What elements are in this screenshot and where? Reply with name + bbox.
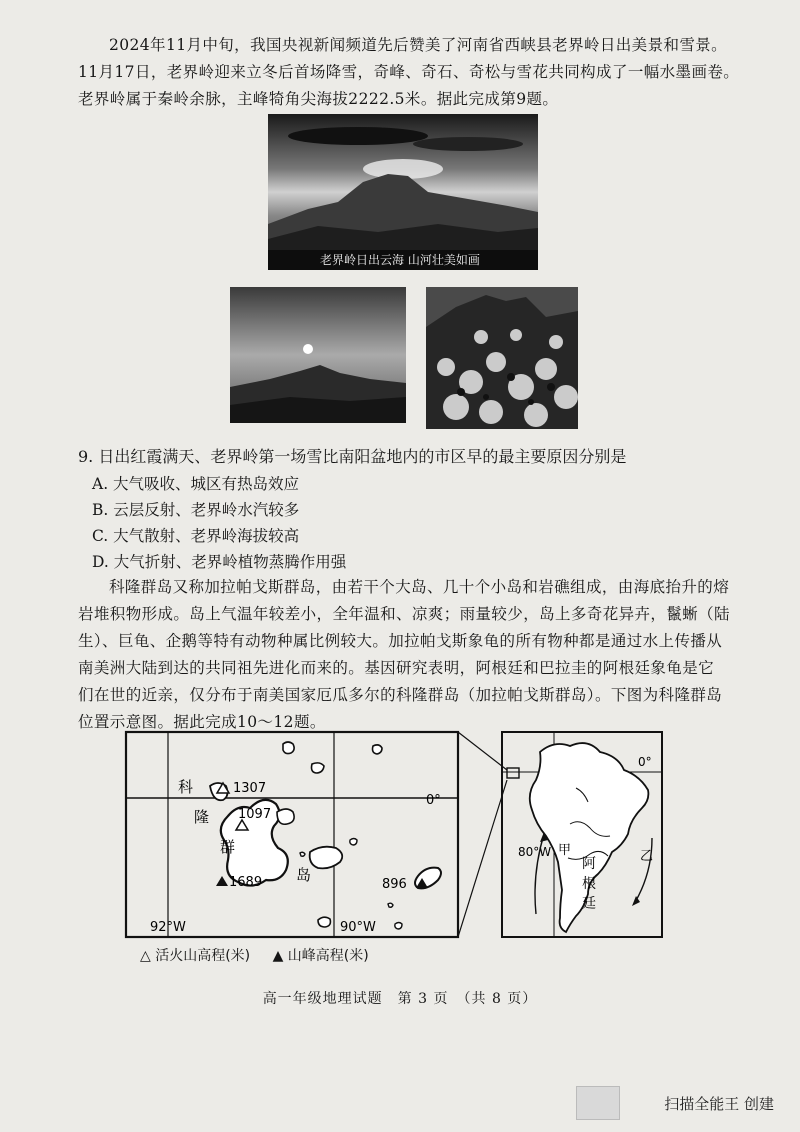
equator-label: 0° <box>426 793 441 808</box>
connector-bottom <box>458 780 507 937</box>
current-label-jia: 甲 <box>558 843 572 858</box>
inset-equator-label: 0° <box>638 755 652 769</box>
question-9-option-c: C. 大气散射、老界岭海拔较高 <box>92 527 300 545</box>
inset-longitude-label: 80°W <box>518 845 552 859</box>
peak-elevation-896: 896 <box>382 877 407 892</box>
legend-volcano: △ 活火山高程(米) <box>140 948 251 964</box>
connector-top <box>458 732 507 770</box>
island-espanola <box>395 923 402 930</box>
photo-caption: 老界岭日出云海 山河壮美如画 <box>268 250 538 270</box>
volcano-elevation-1097: 1097 <box>238 807 272 822</box>
passage2-line-5: 们在世的近亲，仅分布于南美国家厄瓜多尔的科隆群岛（加拉帕戈斯群岛）。下图为科隆群岛 <box>78 686 723 704</box>
archipelago-label-4: 岛 <box>296 866 312 884</box>
island-north-1 <box>283 742 294 754</box>
argentina-label-2: 根 <box>582 876 596 892</box>
photo-sunrise-mountain <box>230 287 406 423</box>
peak-elevation-1689: 1689 <box>229 875 263 890</box>
question-9-option-b: B. 云层反射、老界岭水汽较多 <box>92 501 300 519</box>
passage2-line-4: 南美洲大陆到达的共同祖先进化而来的。基因研究表明，阿根廷和巴拉圭的阿根廷象龟是它 <box>78 659 715 677</box>
galapagos-location-map <box>120 728 665 943</box>
photo-sunrise-sea-of-clouds <box>268 114 538 270</box>
archipelago-label-3: 群 <box>220 838 236 856</box>
scanner-logo-icon <box>576 1086 620 1120</box>
scanner-watermark: 扫描全能王 创建 <box>664 1095 774 1113</box>
current-label-yi: 乙 <box>640 849 654 864</box>
archipelago-label-2: 隆 <box>194 808 210 826</box>
longitude-label-90w: 90°W <box>340 920 376 935</box>
map-legend <box>140 945 387 965</box>
question-9-stem: 9. 日出红霞满天、老界岭第一场雪比南阳盆地内的市区早的最主要原因分别是 <box>78 447 627 466</box>
passage2-line-6: 位置示意图。据此完成10～12题。 <box>78 713 326 731</box>
island-north-2 <box>312 763 325 773</box>
argentina-label-1: 阿 <box>582 856 596 872</box>
passage2-line-1: 科隆群岛又称加拉帕戈斯群岛，由若干个大岛、几十个小岛和岩礁组成，由海底抬升的熔 <box>109 578 730 596</box>
intro-line-3: 老界岭属于秦岭余脉，主峰犄角尖海拔2222.5米。据此完成第9题。 <box>78 90 559 108</box>
intro-line-2: 11月17日，老界岭迎来立冬后首场降雪，奇峰、奇石、奇松与雪花共同构成了一幅水墨画卷。 <box>78 63 740 81</box>
page-footer: 高一年级地理试题 第 3 页 （共 8 页） <box>262 991 538 1007</box>
island-small-1 <box>300 852 305 856</box>
island-north-3 <box>373 745 383 754</box>
current-arrowhead-yi <box>632 896 640 906</box>
island-small-2 <box>350 839 357 846</box>
island-floreana <box>318 917 330 927</box>
main-map-frame <box>126 732 458 937</box>
volcano-elevation-1307: 1307 <box>233 781 267 796</box>
passage2-line-2: 岩堆积物形成。岛上气温年较差小，全年温和、凉爽；雨量较少，岛上多奇花异卉，鬣蜥（陆 <box>78 605 730 623</box>
photo-snow-scene <box>426 287 578 429</box>
archipelago-label-1: 科 <box>178 778 194 796</box>
question-9-option-d: D. 大气折射、老界岭植物蒸腾作用强 <box>92 553 347 571</box>
intro-line-1: 2024年11月中旬，我国央视新闻频道先后赞美了河南省西峡县老界岭日出美景和雪景。 <box>109 36 728 54</box>
island-santa-cruz <box>310 847 343 869</box>
inset-locator-box <box>507 768 519 778</box>
legend-peak: ▲ 山峰高程(米) <box>272 948 369 964</box>
island-santiago <box>277 809 294 824</box>
longitude-label-92w: 92°W <box>150 920 186 935</box>
peak-marker-1689 <box>216 876 228 886</box>
argentina-label-3: 廷 <box>582 896 596 912</box>
passage2-line-3: 生）、巨龟、企鹅等特有动物种属比例较大。加拉帕戈斯象龟的所有物种都是通过水上传播从 <box>78 632 723 650</box>
current-arrow-yi <box>634 838 652 904</box>
island-small-3 <box>388 903 393 907</box>
question-9-option-a: A. 大气吸收、城区有热岛效应 <box>92 475 300 493</box>
